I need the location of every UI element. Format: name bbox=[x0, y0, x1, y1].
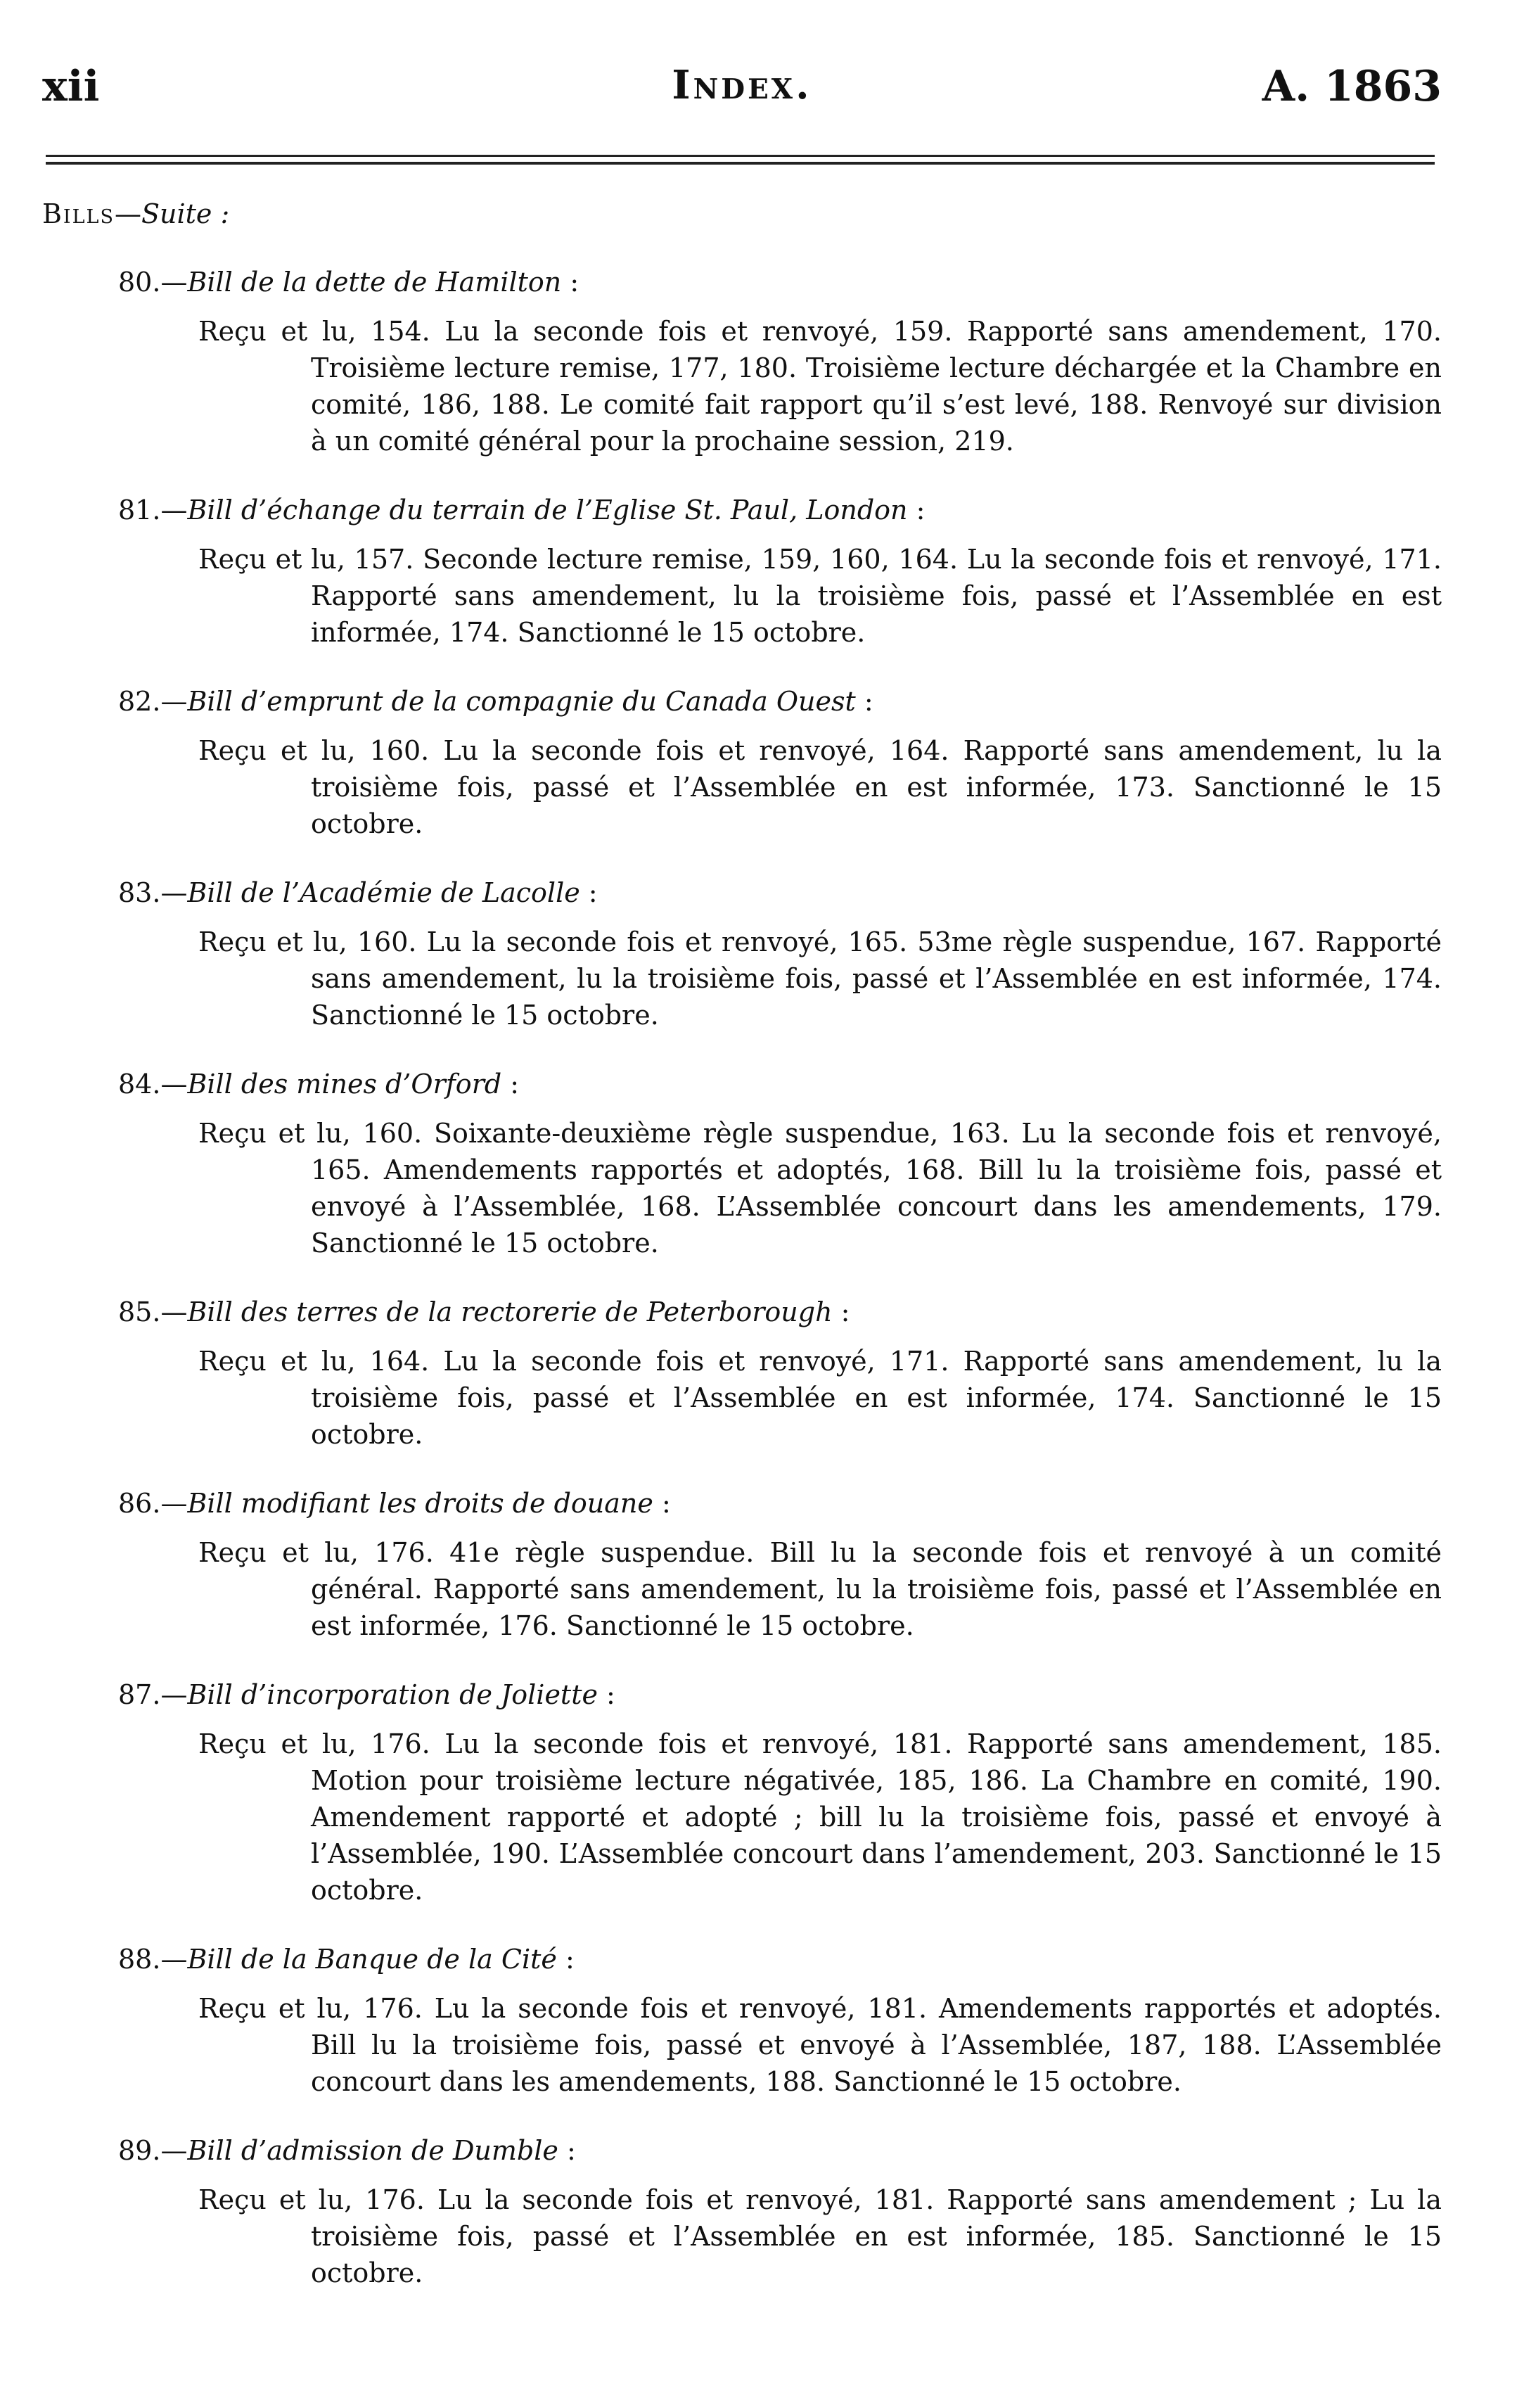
entry-number: 85. bbox=[118, 1297, 161, 1327]
entry-title-line: 87.—Bill d’incorporation de Joliette : bbox=[118, 1679, 615, 1710]
header-rule-double bbox=[46, 162, 1435, 165]
entry-text: Reçu et lu, 176. 41e règle suspendue. Bill lu la seconde fois et renvoyé à un comité général. Rapporté sans amendement, lu la troisième fois, passé et l’Assemblée en est informée, 176. Sanctionné le 15 octobre. bbox=[198, 1537, 1442, 1641]
entry-title-line: 80.—Bill de la dette de Hamilton : bbox=[118, 267, 579, 298]
entry-title: Bill de la dette de Hamilton bbox=[187, 267, 562, 298]
index-entry bbox=[42, 264, 1442, 459]
entry-number: 83. bbox=[118, 877, 161, 908]
index-entries bbox=[42, 264, 1442, 2324]
index-entry bbox=[42, 1941, 1442, 2100]
entry-title: Bill d’échange du terrain de l’Eglise St. Paul, London bbox=[187, 495, 908, 525]
entry-title-line: 82.—Bill d’emprunt de la compagnie du Canada Ouest : bbox=[118, 686, 873, 717]
entry-number: 87. bbox=[118, 1679, 161, 1710]
entry-number: 80. bbox=[118, 267, 161, 298]
entry-text: Reçu et lu, 164. Lu la seconde fois et renvoyé, 171. Rapporté sans amendement, lu la troisième fois, passé et l’Assemblée en est informée, 174. Sanctionné le 15 octobre. bbox=[198, 1346, 1442, 1450]
entry-number: 88. bbox=[118, 1944, 161, 1975]
page-number: xii bbox=[42, 62, 100, 111]
entry-text: Reçu et lu, 176. Lu la seconde fois et renvoyé, 181. Rapporté sans amendement, 185. Motion pour troisième lecture négativée, 185, 186. La Chambre en comité, 190. Amendement rapporté et adopté ; bill lu la troisième fois, passé et envoyé à l’Assemblée, 190. L’Assemblée concourt dans l’amendement, 203. Sanctionné le 15 octobre. bbox=[198, 1728, 1442, 1906]
entry-title: Bill de l’Académie de Lacolle bbox=[187, 877, 580, 908]
entry-title: Bill des terres de la rectorerie de Peterborough bbox=[187, 1297, 833, 1327]
entry-text: Reçu et lu, 154. Lu la seconde fois et renvoyé, 159. Rapporté sans amendement, 170. Troisième lecture remise, 177, 180. Troisième lecture déchargée et la Chambre en comité, 186, 188. Le comité fait rapport qu’il s’est levé, 188. Renvoyé sur division à un comité général pour la prochaine session, 219. bbox=[198, 316, 1442, 457]
entry-number: 82. bbox=[118, 686, 161, 717]
index-entry bbox=[42, 1294, 1442, 1453]
section-suite: Suite : bbox=[141, 198, 230, 229]
entry-title-line: 83.—Bill de l’Académie de Lacolle : bbox=[118, 877, 598, 908]
entry-title-line: 84.—Bill des mines d’Orford : bbox=[118, 1069, 520, 1100]
section-heading: Bills—Suite : bbox=[42, 198, 230, 229]
entry-title-line: 86.—Bill modifiant les droits de douane : bbox=[118, 1488, 671, 1519]
entry-title: Bill d’incorporation de Joliette bbox=[187, 1679, 598, 1710]
index-entry bbox=[42, 492, 1442, 651]
index-entry bbox=[42, 1066, 1442, 1261]
entry-number: 86. bbox=[118, 1488, 161, 1519]
entry-title-line: 88.—Bill de la Banque de la Cité : bbox=[118, 1944, 575, 1975]
entry-title-line: 85.—Bill des terres de la rectorerie de Peterborough : bbox=[118, 1297, 850, 1327]
entry-text: Reçu et lu, 176. Lu la seconde fois et renvoyé, 181. Amendements rapportés et adoptés. Bill lu la troisième fois, passé et envoyé à l’Assemblée, 187, 188. L’Assemblée concourt dans les amendements, 188. Sanctionné le 15 octobre. bbox=[198, 1993, 1442, 2097]
entry-number: 89. bbox=[118, 2135, 161, 2166]
entry-text: Reçu et lu, 157. Seconde lecture remise, 159, 160, 164. Lu la seconde fois et renvoyé, 171. Rapporté sans amendement, lu la troisième fois, passé et l’Assemblée en est informée, 174. Sanctionné le 15 octobre. bbox=[198, 544, 1442, 648]
index-entry bbox=[42, 2132, 1442, 2291]
entry-number: 81. bbox=[118, 495, 161, 525]
entry-text: Reçu et lu, 160. Lu la seconde fois et renvoyé, 164. Rapporté sans amendement, lu la troisième fois, passé et l’Assemblée en est informée, 173. Sanctionné le 15 octobre. bbox=[198, 735, 1442, 839]
entry-title: Bill de la Banque de la Cité bbox=[187, 1944, 557, 1975]
index-entry bbox=[42, 874, 1442, 1033]
page-year: A. 1863 bbox=[1262, 62, 1442, 111]
page-title: Index. bbox=[672, 62, 812, 108]
page-header bbox=[42, 62, 1442, 118]
index-entry bbox=[42, 683, 1442, 842]
entry-text: Reçu et lu, 160. Lu la seconde fois et renvoyé, 165. 53me règle suspendue, 167. Rapporté sans amendement, lu la troisième fois, passé et l’Assemblée en est informée, 174. Sanctionné le 15 octobre. bbox=[198, 926, 1442, 1031]
entry-text: Reçu et lu, 160. Soixante-deuxième règle suspendue, 163. Lu la seconde fois et renvoyé, 165. Amendements rapportés et adoptés, 168. Bill lu la troisième fois, passé et envoyé à l’Assemblée, 168. L’Assemblée concourt dans les amendements, 179. Sanctionné le 15 octobre. bbox=[198, 1118, 1442, 1259]
section-label: Bills bbox=[42, 198, 115, 229]
header-rule bbox=[46, 155, 1435, 157]
entry-title-line: 81.—Bill d’échange du terrain de l’Eglise St. Paul, London : bbox=[118, 495, 926, 525]
entry-title: Bill des mines d’Orford bbox=[187, 1069, 502, 1100]
entry-text: Reçu et lu, 176. Lu la seconde fois et renvoyé, 181. Rapporté sans amendement ; Lu la troisième fois, passé et l’Assemblée en est informée, 185. Sanctionné le 15 octobre. bbox=[198, 2184, 1442, 2288]
entry-title: Bill modifiant les droits de douane bbox=[187, 1488, 653, 1519]
entry-number: 84. bbox=[118, 1069, 161, 1100]
entry-title: Bill d’emprunt de la compagnie du Canada Ouest bbox=[187, 686, 856, 717]
index-entry bbox=[42, 1676, 1442, 1909]
entry-title-line: 89.—Bill d’admission de Dumble : bbox=[118, 2135, 576, 2166]
index-entry bbox=[42, 1485, 1442, 1644]
entry-title: Bill d’admission de Dumble bbox=[187, 2135, 558, 2166]
